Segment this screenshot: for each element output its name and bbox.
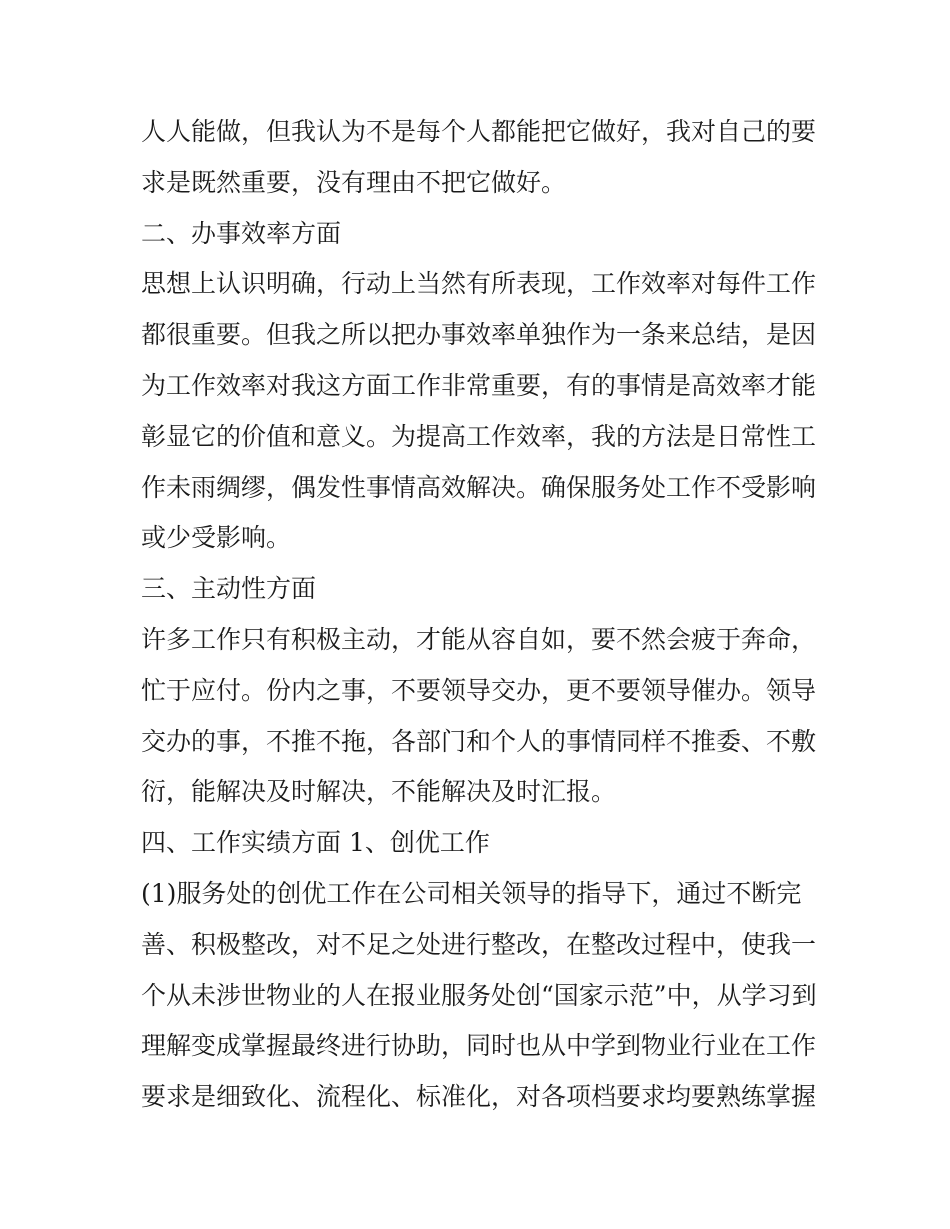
text-line: 或少受影响。 — [141, 523, 292, 553]
text-line: 善、积极整改，对不足之处进行整改，在整改过程中，使我一 — [141, 929, 817, 959]
text-line: 思想上认识明确，行动上当然有所表现，工作效率对每件工作 — [141, 269, 817, 299]
text-line: 个从未涉世物业的人在报业服务处创“国家示范”中，从学习到 — [141, 980, 817, 1010]
section-heading: 四、工作实绩方面 1、创优工作 — [141, 828, 490, 858]
text-line: 人人能做，但我认为不是每个人都能把它做好，我对自己的要 — [141, 117, 817, 146]
text-line: (1)服务处的创优工作在公司相关领导的指导下，通过不断完 — [141, 878, 802, 908]
text-line: 都很重要。但我之所以把办事效率单独作为一条来总结，是因 — [141, 320, 817, 350]
text-line: 为工作效率对我这方面工作非常重要，有的事情是高效率才能 — [141, 370, 817, 400]
text-line: 求是既然重要，没有理由不把它做好。 — [141, 167, 567, 197]
section-heading: 三、主动性方面 — [141, 574, 317, 604]
text-line: 忙于应付。份内之事，不要领导交办，更不要领导催办。领导 — [141, 675, 817, 705]
body-text — [141, 107, 821, 1123]
section-heading: 二、办事效率方面 — [141, 218, 342, 248]
text-line: 要求是细致化、流程化、标准化，对各项档要求均要熟练掌握 — [141, 1082, 817, 1112]
text-line: 作未雨绸缪，偶发性事情高效解决。确保服务处工作不受影响 — [141, 472, 817, 502]
text-line: 许多工作只有积极主动，才能从容自如，要不然会疲于奔命， — [141, 624, 817, 654]
text-line: 理解变成掌握最终进行协助，同时也从中学到物业行业在工作 — [141, 1031, 817, 1061]
text-line: 交办的事，不推不拖，各部门和个人的事情同样不推委、不敷 — [141, 726, 817, 756]
text-line: 衍，能解决及时解决，不能解决及时汇报。 — [141, 777, 617, 807]
text-line: 彰显它的价值和意义。为提高工作效率，我的方法是日常性工 — [141, 421, 817, 451]
